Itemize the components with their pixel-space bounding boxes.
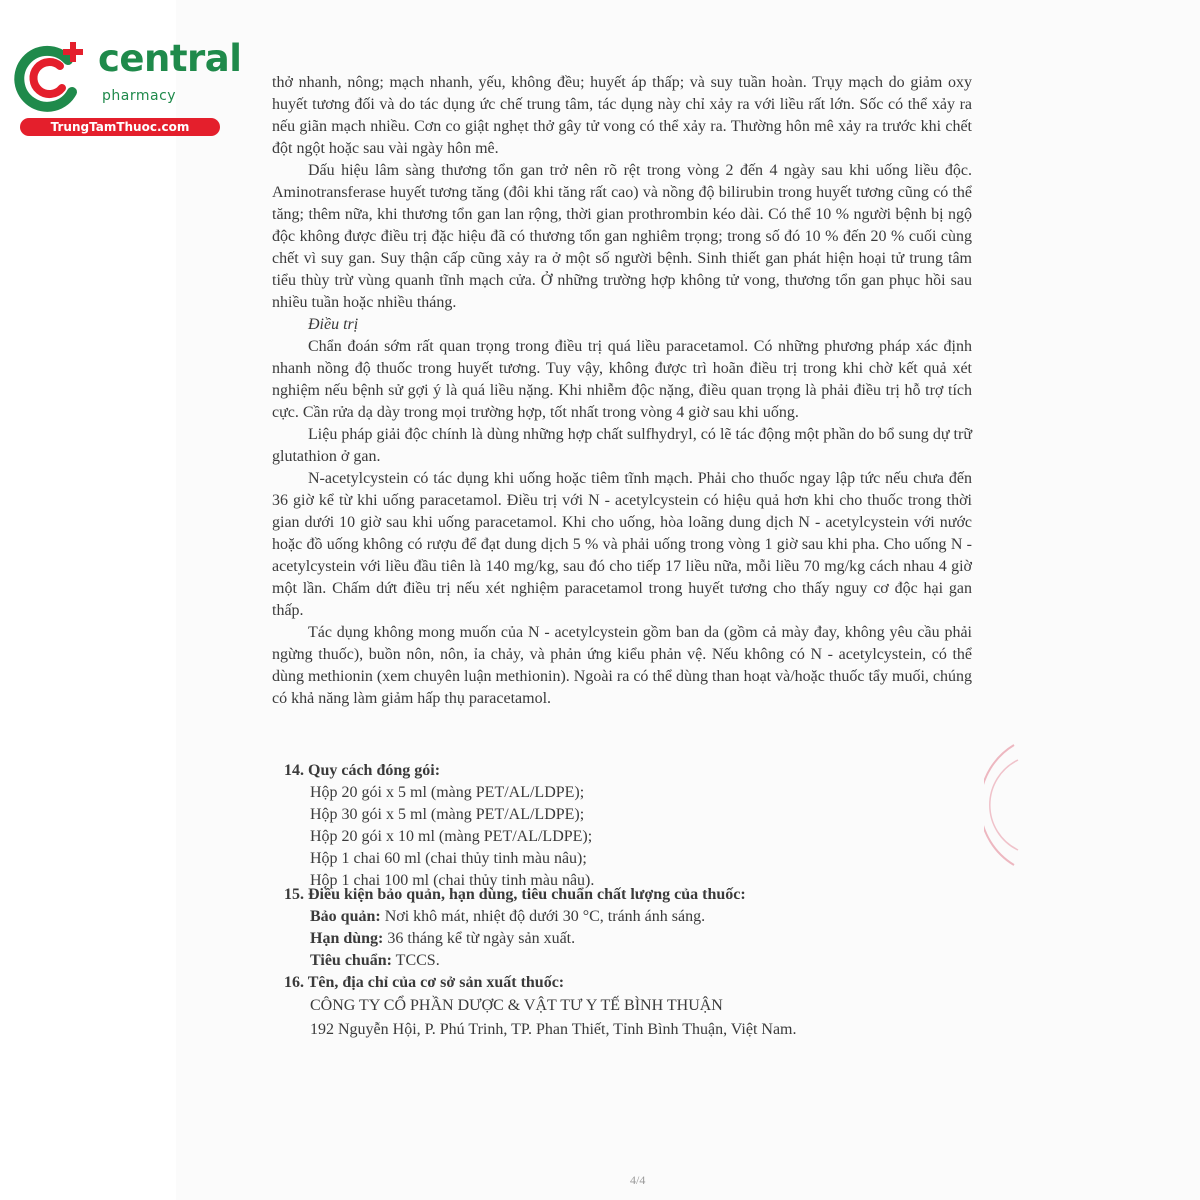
storage-value: Nơi khô mát, nhiệt độ dưới 30 °C, tránh ánh sáng. [384,908,706,925]
stamp-fragment [984,740,1024,870]
list-item: Hộp 1 chai 60 ml (chai thủy tinh màu nâu); [310,850,587,867]
storage-list [310,906,705,972]
standard-label: Tiêu chuẩn: [310,952,392,969]
section-15-title: 15. Điều kiện bảo quản, hạn dùng, tiêu chuẩn chất lượng của thuốc: [284,886,746,903]
paragraph: Liệu pháp giải độc chính là dùng những hợp chất sulfhydryl, có lẽ tác động một phần do bổ sung dự trữ glutathion ở gan. [272,426,972,465]
page-number: 4/4 [630,1173,646,1187]
expiry-value: 36 tháng kể từ ngày sản xuất. [387,930,576,947]
logo-subtitle: pharmacy [102,88,177,104]
logo-website: TrungTamThuoc.com [20,118,220,136]
central-pharmacy-logo[interactable] [10,36,242,136]
paragraph: N-acetylcystein có tác dụng khi uống hoặc tiêm tĩnh mạch. Phải cho thuốc ngay lập tức nếu chưa đến 36 giờ kể từ khi uống paracetamol. Điều trị với N - acetylcystein có hiệu quả hơn khi cho thuốc trong thời gian dưới 10 giờ sau khi uống paracetamol. Khi cho uống, hòa loãng dung dịch N - acetylcystein với nước hoặc đồ uống không có rượu để đạt dung dịch 5 % và phải uống trong vòng 1 giờ sau khi pha. Cho uống N - acetylcystein với liều đầu tiên là 140 mg/kg, sau đó cho tiếp 17 liều nữa, mỗi liều 70 mg/kg cách nhau 4 giờ một lần. Chấm dứt điều trị nếu xét nghiệm paracetamol trong huyết tương cho thấy nguy cơ độc hại gan thấp. [272,470,972,619]
logo-name: central [98,37,242,80]
paragraph: Chẩn đoán sớm rất quan trọng trong điều trị quá liều paracetamol. Có những phương pháp xác định nhanh nồng độ thuốc trong huyết tương. Tuy vậy, không được trì hoãn điều trị trong khi chờ kết quả xét nghiệm nếu bệnh sử gợi ý là quá liều nặng. Khi nhiễm độc nặng, điều quan trọng là phải điều trị hỗ trợ tích cực. Cần rửa dạ dày trong mọi trường hợp, tốt nhất trong vòng 4 giờ sau khi uống. [272,338,972,421]
list-item: Hộp 30 gói x 5 ml (màng PET/AL/LDPE); [310,806,585,823]
paragraph: Tác dụng không mong muốn của N - acetylcystein gồm ban da (gồm cả mày đay, không yêu cầu phải ngừng thuốc), buồn nôn, nôn, ỉa chảy, và phản ứng kiểu phản vệ. Nếu không có N - acetylcystein, có thể dùng methionin (xem chuyên luận methionin). Ngoài ra có thể dùng than hoạt và/hoặc thuốc tẩy muối, chúng có khả năng làm giảm hấp thụ paracetamol. [272,624,972,707]
list-item: Hộp 20 gói x 10 ml (màng PET/AL/LDPE); [310,828,593,845]
company-address: 192 Nguyễn Hội, P. Phú Trinh, TP. Phan Thiết, Tỉnh Bình Thuận, Việt Nam. [310,1021,797,1038]
company-name: CÔNG TY CỔ PHẦN DƯỢC & VẬT TƯ Y TẾ BÌNH THUẬN [310,997,723,1014]
storage-row [310,906,705,928]
standard-value: TCCS. [395,952,440,969]
standard-row [310,950,705,972]
subheading-treatment: Điều trị [308,316,359,333]
paragraph: thở nhanh, nông; mạch nhanh, yếu, không đều; huyết áp thấp; và suy tuần hoàn. Trụy mạch do giảm oxy huyết tương đối và do tác dụng ức chế trung tâm, tác dụng này chỉ xảy ra với liều rất lớn. Sốc có thể xảy ra nếu giãn mạch nhiều. Cơn co giật nghẹt thở gây tử vong có thể xảy ra. Thường hôn mê xảy ra trước khi chết đột ngột hoặc sau vài ngày hôn mê. [272,74,972,157]
section-16-title: 16. Tên, địa chỉ của cơ sở sản xuất thuốc: [284,974,565,991]
expiry-label: Hạn dùng: [310,930,384,947]
list-item: Hộp 20 gói x 5 ml (màng PET/AL/LDPE); [310,784,585,801]
body-text [272,72,972,710]
manufacturer [310,994,797,1042]
pharmacy-cross-icon [10,36,92,118]
expiry-row [310,928,705,950]
section-14-title: 14. Quy cách đóng gói: [284,762,441,779]
paragraph: Dấu hiệu lâm sàng thương tổn gan trở nên rõ rệt trong vòng 2 đến 4 ngày sau khi uống liều độc. Aminotransferase huyết tương tăng (đôi khi tăng rất cao) và nồng độ bilirubin trong huyết tương cũng có thể tăng; thêm nữa, khi thương tổn gan lan rộng, thời gian prothrombin kéo dài. Có thể 10 % người bệnh bị ngộ độc không được điều trị đặc hiệu đã có thương tổn gan nghiêm trọng; trong số đó 10 % đến 20 % cuối cùng chết vì suy gan. Suy thận cấp cũng xảy ra ở một số người bệnh. Sinh thiết gan phát hiện hoại tử trung tâm tiểu thùy trừ vùng quanh tĩnh mạch cửa. Ở những trường hợp không tử vong, thương tổn gan phục hồi sau nhiều tuần hoặc nhiều tháng. [272,162,972,311]
list-item: Hộp 1 chai 100 ml (chai thủy tinh màu nâu). [310,872,595,889]
packaging-list [310,782,594,892]
storage-label: Bảo quản: [310,908,381,925]
